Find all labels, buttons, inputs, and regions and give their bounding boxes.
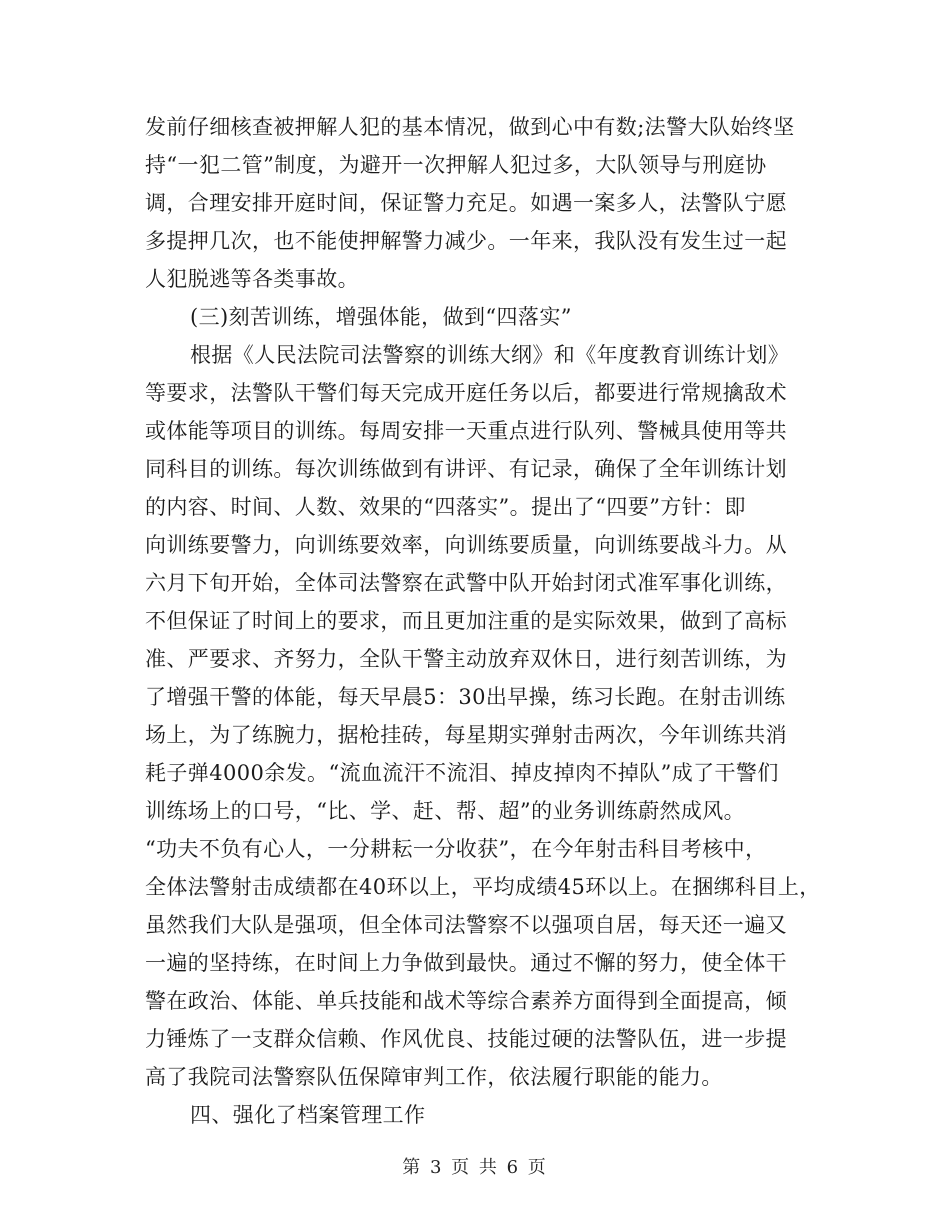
body-text-line: 调，合理安排开庭时间，保证警力充足。如遇一案多人，法警队宁愿 [145, 191, 787, 215]
body-text-line: 多提押几次，也不能使押解警力减少。一年来，我队没有发生过一起 [145, 229, 787, 253]
body-text-line: 或体能等项目的训练。每周安排一天重点进行队列、警械具使用等共 [145, 419, 787, 443]
section-heading: 四、强化了档案管理工作 [190, 1103, 426, 1127]
body-text-line: 六月下旬开始，全体司法警察在武警中队开始封闭式准军事化训练， [145, 571, 787, 595]
section-heading: (三)刻苦训练，增强体能，做到“四落实” [190, 305, 572, 329]
body-text-line: 了增强干警的体能，每天早晨5：30出早操，练习长跑。在射击训练 [145, 685, 786, 709]
body-text-line: 等要求，法警队干警们每天完成开庭任务以后，都要进行常规擒敌术 [145, 381, 787, 405]
body-text-line: 耗子弹4000余发。“流血流汗不流泪、掉皮掉肉不掉队”成了干警们 [145, 761, 779, 785]
body-text-line: 场上，为了练腕力，据枪挂砖，每星期实弹射击两次，今年训练共消 [145, 723, 787, 747]
body-text-line: 同科目的训练。每次训练做到有讲评、有记录，确保了全年训练计划 [145, 457, 787, 481]
body-text-line: 训练场上的口号，“比、学、赶、帮、超”的业务训练蔚然成风。 [145, 799, 746, 823]
body-text-line: 持“一犯二管”制度，为避开一次押解人犯过多，大队领导与刑庭协 [145, 153, 767, 177]
body-text-line: 向训练要警力，向训练要效率，向训练要质量，向训练要战斗力。从 [145, 533, 787, 557]
body-text-line: 发前仔细核查被押解人犯的基本情况，做到心中有数;法警大队始终坚 [145, 115, 795, 139]
page-footer: 第 3 页 共 6 页 [402, 1157, 548, 1178]
body-text-line: 全体法警射击成绩都在40环以上，平均成绩45环以上。在捆绑科目上， [145, 875, 821, 899]
body-text-line: 根据《人民法院司法警察的训练大纲》和《年度教育训练计划》 [190, 343, 790, 367]
body-text-line: 警在政治、体能、单兵技能和战术等综合素养方面得到全面提高，倾 [145, 989, 787, 1013]
body-text-line: 虽然我们大队是强项，但全体司法警察不以强项自居，每天还一遍又 [145, 913, 787, 937]
body-text-line: 高了我院司法警察队伍保障审判工作，依法履行职能的能力。 [145, 1065, 723, 1089]
body-text-line: 不但保证了时间上的要求，而且更加注重的是实际效果，做到了高标 [145, 609, 787, 633]
body-text-line: 准、严要求、齐努力，全队干警主动放弃双休日，进行刻苦训练，为 [145, 647, 787, 671]
body-text-line: 一遍的坚持练，在时间上力争做到最快。通过不懈的努力，使全体干 [145, 951, 787, 975]
body-text-line: 人犯脱逃等各类事故。 [145, 267, 359, 291]
body-text-line: 的内容、时间、人数、效果的“四落实”。提出了“四要”方针：即 [145, 495, 746, 519]
body-text-line: 力锤炼了一支群众信赖、作风优良、技能过硬的法警队伍，进一步提 [145, 1027, 787, 1051]
body-text-line: “功夫不负有心人，一分耕耘一分收获”，在今年射击科目考核中， [145, 837, 767, 861]
